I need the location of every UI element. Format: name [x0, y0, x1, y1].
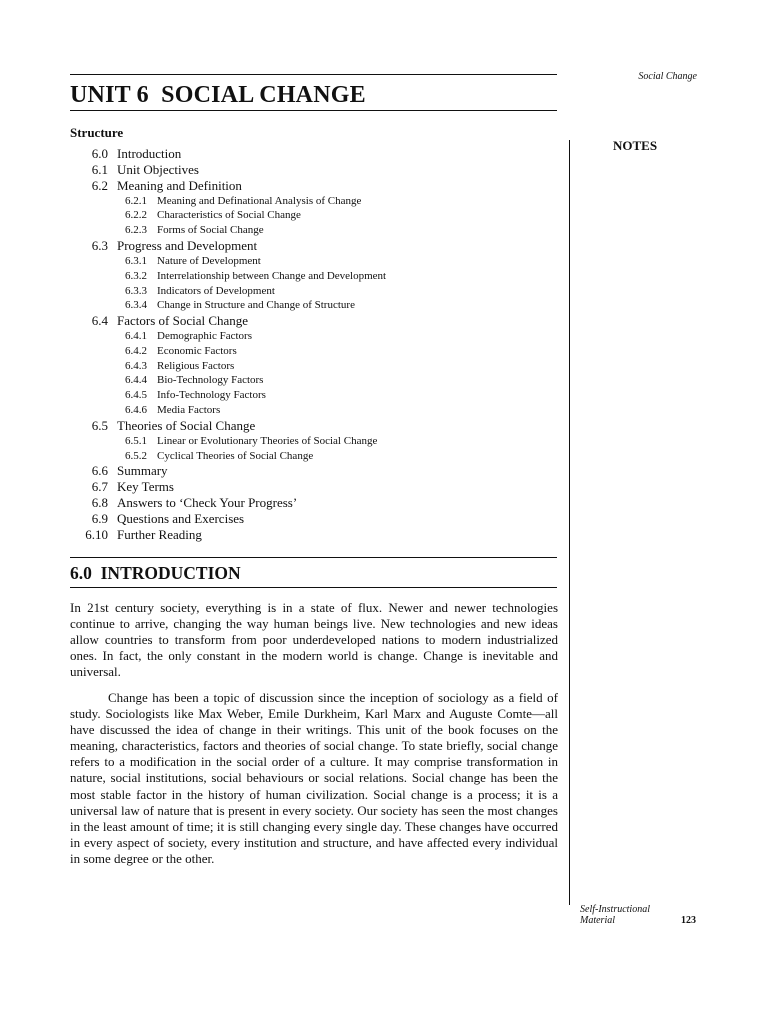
toc-item: [70, 373, 540, 388]
paragraph-1: In 21st century society, everything is in a state of flux. Newer and newer technologies continue to arrive, changing the way human beings live. New technologies and new ideas allow countries to transform from poor underdeveloped nations to modern industrialized ones. In fact, the only constant in the modern world is change. Change is inevitable and universal.: [70, 600, 558, 680]
toc-text: Meaning and Definational Analysis of Change: [157, 194, 362, 207]
page-number: 123: [681, 915, 696, 926]
toc-item: [70, 298, 540, 313]
toc-number: 6.4.4: [125, 374, 147, 387]
title-top-rule: [70, 74, 557, 75]
toc-item: [70, 284, 540, 299]
notes-label: NOTES: [613, 138, 658, 153]
toc-item: [70, 463, 540, 479]
toc-item: [70, 178, 540, 194]
toc-item: [70, 344, 540, 359]
running-header: Social Change: [638, 71, 697, 82]
toc-text: Theories of Social Change: [117, 417, 256, 433]
toc-text: Linear or Evolutionary Theories of Social Change: [157, 434, 378, 447]
toc-text: Characteristics of Social Change: [157, 209, 301, 222]
toc-item: [70, 449, 540, 464]
toc-number: 6.10: [85, 526, 108, 542]
toc-number: 6.0: [91, 146, 108, 161]
toc-item: [70, 479, 540, 495]
toc-number: 6.4.2: [125, 344, 147, 357]
toc-item: [70, 238, 540, 254]
toc-text: Indicators of Development: [157, 284, 275, 297]
toc-text: Summary: [117, 463, 168, 479]
toc-text: Key Terms: [117, 479, 174, 495]
toc-text: Progress and Development: [117, 238, 258, 254]
toc-text: Questions and Exercises: [117, 510, 245, 526]
toc-number: 6.7: [91, 479, 108, 495]
toc-item: [70, 223, 540, 238]
margin-divider: [569, 140, 570, 905]
toc-text: Info-Technology Factors: [157, 389, 266, 402]
section-top-rule: [70, 557, 557, 558]
toc-number: 6.4: [91, 313, 108, 329]
toc-number: 6.3.2: [125, 269, 147, 282]
section-title: 6.0 INTRODUCTION: [70, 563, 241, 583]
toc-number: 6.5.1: [125, 434, 147, 447]
toc-text: Interrelationship between Change and Development: [157, 269, 387, 282]
toc-item: [70, 313, 540, 329]
toc-number: 6.4.6: [125, 404, 147, 417]
toc-item: [70, 495, 540, 511]
toc-item: [70, 208, 540, 223]
toc-number: 6.2.3: [125, 224, 147, 237]
toc-text: Unit Objectives: [117, 161, 199, 177]
toc-item: [70, 269, 540, 284]
toc-text: Answers to ‘Check Your Progress’: [117, 495, 298, 511]
toc-text: Cyclical Theories of Social Change: [157, 449, 314, 462]
toc-number: 6.3.1: [125, 254, 147, 267]
toc-number: 6.2.1: [125, 194, 147, 207]
toc-number: 6.8: [91, 495, 108, 511]
toc-item: [70, 511, 540, 527]
toc-number: 6.1: [91, 161, 108, 177]
toc-item: [70, 162, 540, 178]
toc-text: Bio-Technology Factors: [157, 374, 264, 387]
section-bottom-rule: [70, 587, 557, 588]
toc-item: [70, 194, 540, 209]
toc-text: Economic Factors: [157, 344, 237, 357]
toc-text: Further Reading: [117, 526, 202, 542]
toc-number: 6.4.5: [125, 389, 147, 402]
toc-number: 6.9: [91, 510, 108, 526]
toc-text: Change in Structure and Change of Structure: [157, 299, 355, 312]
footer-line-2: Material: [580, 915, 615, 926]
toc-number: 6.2: [91, 177, 108, 193]
toc-number: 6.2.2: [125, 209, 147, 222]
toc-item: [70, 527, 540, 543]
toc-text: Demographic Factors: [157, 330, 252, 343]
toc-number: 6.5: [91, 417, 108, 433]
toc-number: 6.3: [91, 238, 108, 254]
toc-text: Religious Factors: [157, 359, 235, 372]
toc-text: Forms of Social Change: [157, 224, 264, 237]
toc-item: [70, 254, 540, 269]
title-bottom-rule: [70, 110, 557, 111]
toc-number: 6.5.2: [125, 449, 147, 462]
toc-text: Factors of Social Change: [117, 313, 249, 329]
unit-title: UNIT 6 SOCIAL CHANGE: [70, 82, 366, 108]
toc-item: [70, 388, 540, 403]
toc-item: [70, 146, 540, 162]
toc-number: 6.4.1: [125, 330, 147, 343]
footer-line-1: Self-Instructional: [580, 904, 650, 915]
structure-heading: Structure: [70, 125, 124, 140]
table-of-contents: [70, 146, 540, 543]
toc-item: [70, 329, 540, 344]
toc-item: [70, 418, 540, 434]
paragraph-2: Change has been a topic of discussion since the inception of sociology as a field of study. Sociologists like Max Weber, Emile Durkheim, Karl Marx and Auguste Comte—all have discussed the idea of change in their writings. This unit of the book focuses on the meaning, characteristics, factors and theories of social change. To state briefly, social change refers to a modification in the social order of a culture. It may comprise transformation in nature, social institutions, social behaviours or social relations. Social change has been the most stable factor in the history of human civilization. Social change is a process; it is a universal law of nature that is present in every society. Our society has seen the most changes in the least amount of time; it is still changing every single day. These changes have occurred in every aspect of society, every institution and structure, and have affected every individual in some degree or the other.: [70, 690, 558, 866]
toc-text: Media Factors: [157, 404, 221, 417]
toc-item: [70, 403, 540, 418]
toc-number: 6.6: [91, 463, 108, 479]
toc-item: [70, 434, 540, 449]
toc-text: Introduction: [117, 146, 182, 161]
toc-number: 6.4.3: [125, 359, 147, 372]
toc-number: 6.3.3: [125, 284, 147, 297]
toc-item: [70, 359, 540, 374]
toc-text: Nature of Development: [157, 254, 261, 267]
toc-number: 6.3.4: [125, 299, 147, 312]
toc-text: Meaning and Definition: [117, 177, 242, 193]
